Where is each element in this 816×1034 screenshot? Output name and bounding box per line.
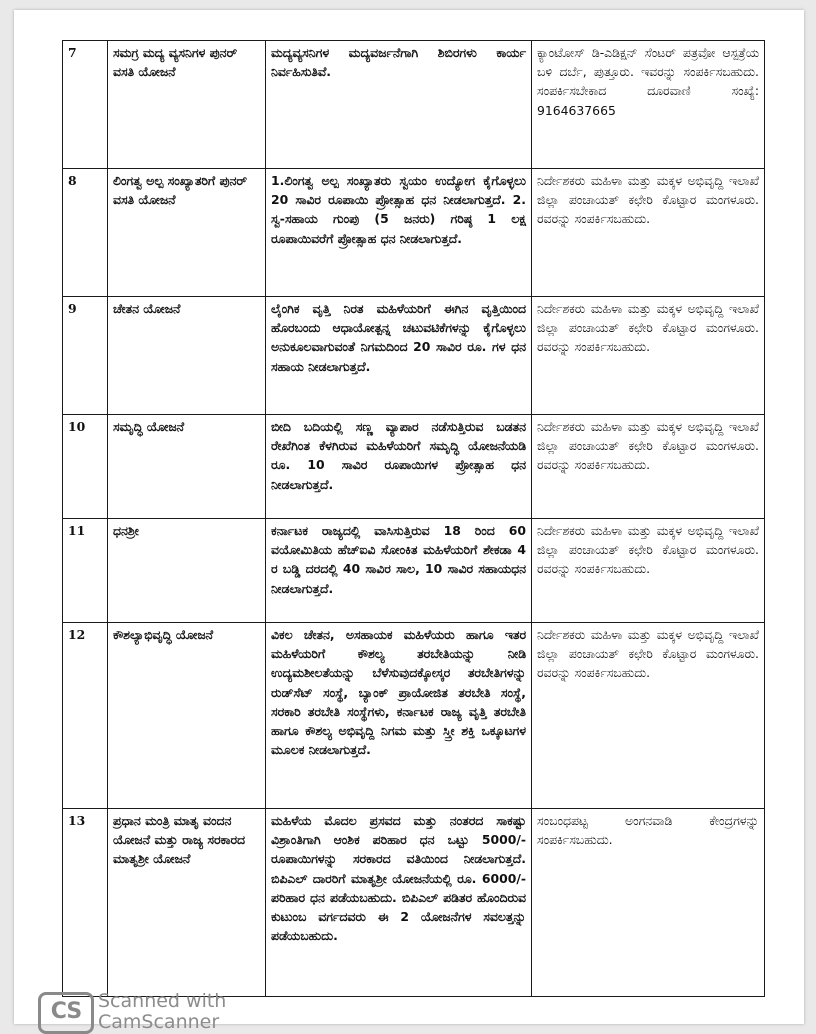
contact-info: ನಿರ್ದೇಶಕರು ಮಹಿಳಾ ಮತ್ತು ಮಕ್ಕಳ ಅಭಿವೃದ್ದಿ ಇಲಾಖೆ ಜಿಲ್ಲಾ ಪಂಚಾಯತ್ ಕಛೇರಿ ಕೊಟ್ಟಾರ ಮಂಗಳೂರು. ರವರನ್ನು ಸಂಪರ್ಕಿಸಬಹುದು. <box>532 519 765 623</box>
table-row <box>63 169 765 297</box>
scheme-description: ಬೀದಿ ಬದಿಯಲ್ಲಿ ಸಣ್ಣ ವ್ಯಾಪಾರ ನಡೆಸುತ್ತಿರುವ ಬಡತನ ರೇಖೆಗಿಂತ ಕೆಳಗಿರುವ ಮಹಿಳೆಯರಿಗೆ ಸಮೃದ್ಧಿ ಯೋಜನೆಯಡಿ ರೂ. 10 ಸಾವಿರ ರೂಪಾಯಿಗಳ ಪ್ರೋತ್ಸಾಹ ಧನ ನೀಡಲಾಗುತ್ತದೆ. <box>266 415 532 519</box>
camscanner-watermark <box>38 986 298 1032</box>
row-number: 10 <box>63 415 108 519</box>
scheme-name: ಸಮಗ್ರ ಮದ್ಯ ವ್ಯಸನಿಗಳ ಪುನರ್ ವಸತಿ ಯೋಜನೆ <box>108 41 266 169</box>
row-number: 8 <box>63 169 108 297</box>
table-row <box>63 623 765 809</box>
scheme-name: ಸಮೃದ್ಧಿ ಯೋಜನೆ <box>108 415 266 519</box>
table-row <box>63 297 765 415</box>
scheme-description: ವಿಕಲ ಚೇತನ, ಅಸಹಾಯಕ ಮಹಿಳೆಯರು ಹಾಗೂ ಇತರ ಮಹಿಳೆಯರಿಗೆ ಕೌಶಲ್ಯ ತರಬೇತಿಯನ್ನು ನೀಡಿ ಉದ್ಯಮಶೀಲತೆಯನ್ನು ಬೆಳೆಸುವುದಕ್ಕೋಸ್ಕರ ತರಬೇತಿಗಳನ್ನು ರುಡ್‌ಸೆಟ್ ಸಂಸ್ಥೆ, ಬ್ಯಾಂಕ್ ಪ್ರಾಯೋಜಿತ ತರಬೇತಿ ಸಂಸ್ಥೆ, ಸರಕಾರಿ ತರಬೇತಿ ಸಂಸ್ಥೆಗಳು, ಕರ್ನಾಟಕ ರಾಜ್ಯ ವೃತ್ತಿ ತರಬೇತಿ ಹಾಗೂ ಕೌಶಲ್ಯ ಅಭಿವೃದ್ದಿ ನಿಗಮ ಮತ್ತು ಸ್ತ್ರೀ ಶಕ್ತಿ ಒಕ್ಕೂಟಗಳ ಮೂಲಕ ನೀಡಲಾಗುತ್ತದೆ. <box>266 623 532 809</box>
row-number: 7 <box>63 41 108 169</box>
scheme-description: ಕರ್ನಾಟಕ ರಾಜ್ಯದಲ್ಲಿ ವಾಸಿಸುತ್ತಿರುವ 18 ರಿಂದ 60 ವಯೋಮಿತಿಯ ಹೆಚ್‌ಐವಿ ಸೋಂಕಿತ ಮಹಿಳೆಯರಿಗೆ ಶೇಕಡಾ 4 ರ ಬಡ್ಡಿ ದರದಲ್ಲಿ 40 ಸಾವಿರ ಸಾಲ, 10 ಸಾವಿರ ಸಹಾಯಧನ ನೀಡಲಾಗುತ್ತದೆ. <box>266 519 532 623</box>
scheme-name: ಕೌಶಲ್ಯಾಭಿವೃದ್ಧಿ ಯೋಜನೆ <box>108 623 266 809</box>
row-number: 9 <box>63 297 108 415</box>
scheme-name: ಲಿಂಗತ್ವ ಅಲ್ಪ ಸಂಖ್ಯಾತರಿಗೆ ಪುನರ್ ವಸತಿ ಯೋಜನೆ <box>108 169 266 297</box>
watermark-line-1: Scanned with <box>98 990 227 1012</box>
contact-info: ನಿರ್ದೇಶಕರು ಮಹಿಳಾ ಮತ್ತು ಮಕ್ಕಳ ಅಭಿವೃದ್ದಿ ಇಲಾಖೆ ಜಿಲ್ಲಾ ಪಂಚಾಯತ್ ಕಛೇರಿ ಕೊಟ್ಟಾರ ಮಂಗಳೂರು. ರವರನ್ನು ಸಂಪರ್ಕಿಸಬಹುದು. <box>532 169 765 297</box>
scheme-name: ಧನಶ್ರೀ <box>108 519 266 623</box>
watermark-line-2: CamScanner <box>98 1011 220 1033</box>
scanned-page <box>14 10 804 1033</box>
contact-info: ನಿರ್ದೇಶಕರು ಮಹಿಳಾ ಮತ್ತು ಮಕ್ಕಳ ಅಭಿವೃದ್ದಿ ಇಲಾಖೆ ಜಿಲ್ಲಾ ಪಂಚಾಯತ್ ಕಛೇರಿ ಕೊಟ್ಟಾರ ಮಂಗಳೂರು. ರವರನ್ನು ಸಂಪರ್ಕಿಸಬಹುದು. <box>532 623 765 809</box>
contact-info: ಸಂಬಂಧಪಟ್ಟ ಅಂಗನವಾಡಿ ಕೇಂದ್ರಗಳನ್ನು ಸಂಪರ್ಕಿಸಬಹುದು. <box>532 809 765 997</box>
scheme-name: ಚೇತನ ಯೋಜನೆ <box>108 297 266 415</box>
scheme-description: ಲೈಂಗಿಕ ವೃತ್ತಿ ನಿರತ ಮಹಿಳೆಯರಿಗೆ ಈಗಿನ ವೃತ್ತಿಯಿಂದ ಹೊರಬಂದು ಆಧಾಯೋತ್ಪನ್ನ ಚಟುವಟಿಕೆಗಳನ್ನು ಕೈಗೊಳ್ಳಲು ಅನುಕೂಲವಾಗುವಂತೆ ನಿಗಮದಿಂದ 20 ಸಾವಿರ ರೂ. ಗಳ ಧನ ಸಹಾಯ ನೀಡಲಾಗುತ್ತದೆ. <box>266 297 532 415</box>
table-row <box>63 519 765 623</box>
scheme-name: ಪ್ರಧಾನ ಮಂತ್ರಿ ಮಾತೃ ವಂದನ ಯೋಜನೆ ಮತ್ತು ರಾಜ್ಯ ಸರಕಾರದ ಮಾತೃಶ್ರೀ ಯೋಜನೆ <box>108 809 266 997</box>
contact-info: ನಿರ್ದೇಶಕರು ಮಹಿಳಾ ಮತ್ತು ಮಕ್ಕಳ ಅಭಿವೃದ್ದಿ ಇಲಾಖೆ ಜಿಲ್ಲಾ ಪಂಚಾಯತ್ ಕಛೇರಿ ಕೊಟ್ಟಾರ ಮಂಗಳೂರು. ರವರನ್ನು ಸಂಪರ್ಕಿಸಬಹುದು. <box>532 415 765 519</box>
camscanner-logo: CS <box>38 992 94 1034</box>
contact-info: ಕ್ಯಾಂಟೋಸ್ ಡಿ-ಎಡಿಕ್ಷನ್ ಸೆಂಟರ್ ಪತ್ರವೋ ಆಸ್ಪತ್ರೆಯ ಬಳಿ ದರ್ಬೆ, ಪುತ್ತೂರು. ಇವರನ್ನು ಸಂಪರ್ಕಿಸಬಹುದು. ಸಂಪರ್ಕಿಸಬೇಕಾದ ದೂರವಾಣಿ ಸಂಖ್ಯೆ: 9164637665 <box>532 41 765 169</box>
row-number: 12 <box>63 623 108 809</box>
table-row <box>63 809 765 997</box>
row-number: 13 <box>63 809 108 997</box>
contact-info: ನಿರ್ದೇಶಕರು ಮಹಿಳಾ ಮತ್ತು ಮಕ್ಕಳ ಅಭಿವೃದ್ದಿ ಇಲಾಖೆ ಜಿಲ್ಲಾ ಪಂಚಾಯತ್ ಕಛೇರಿ ಕೊಟ್ಟಾರ ಮಂಗಳೂರು. ರವರನ್ನು ಸಂಪರ್ಕಿಸಬಹುದು. <box>532 297 765 415</box>
scheme-description: ಮದ್ಯವ್ಯಸನಿಗಳ ಮದ್ಯವರ್ಜನೆಗಾಗಿ ಶಿಬಿರಗಳು ಕಾರ್ಯ ನಿರ್ವಹಿಸುತಿವೆ. <box>266 41 532 169</box>
schemes-table <box>62 40 765 997</box>
scheme-description: 1.ಲಿಂಗತ್ವ ಅಲ್ಪ ಸಂಖ್ಯಾತರು ಸ್ವಯಂ ಉದ್ಯೋಗ ಕೈಗೊಳ್ಳಲು 20 ಸಾವಿರ ರೂಪಾಯಿ ಪ್ರೋತ್ಸಾಹ ಧನ ನೀಡಲಾಗುತ್ತದೆ. 2. ಸ್ವ-ಸಹಾಯ ಗುಂಪು (5 ಜನರು) ಗರಿಷ್ಠ 1 ಲಕ್ಷ ರೂಪಾಯಿವರೆಗೆ ಪ್ರೋತ್ಸಾಹ ಧನ ನೀಡಲಾಗುತ್ತದೆ. <box>266 169 532 297</box>
table-row <box>63 415 765 519</box>
row-number: 11 <box>63 519 108 623</box>
table-row <box>63 41 765 169</box>
scheme-description: ಮಹಿಳೆಯ ಮೊದಲ ಪ್ರಸವದ ಮತ್ತು ನಂತರದ ಸಾಕಷ್ಟು ವಿಶ್ರಾಂತಿಗಾಗಿ ಆಂಶಿಕ ಪರಿಹಾರ ಧನ ಒಟ್ಟು 5000/- ರೂಪಾಯಿಗಳನ್ನು ಸರಕಾರದ ವತಿಯಿಂದ ನೀಡಲಾಗುತ್ತದೆ. ಬಿಪಿಎಲ್ ದಾರರಿಗೆ ಮಾತೃಶ್ರೀ ಯೋಜನೆಯಲ್ಲಿ ರೂ. 6000/- ಪರಿಹಾರ ಧನ ಪಡೆಯಬಹುದು. ಬಿಪಿಎಲ್ ಪಡಿತರ ಹೊಂದಿರುವ ಕುಟುಂಬ ವರ್ಗದವರು ಈ 2 ಯೋಜನೆಗಳ ಸವಲತ್ತನ್ನು ಪಡೆಯಬಹುದು. <box>266 809 532 997</box>
